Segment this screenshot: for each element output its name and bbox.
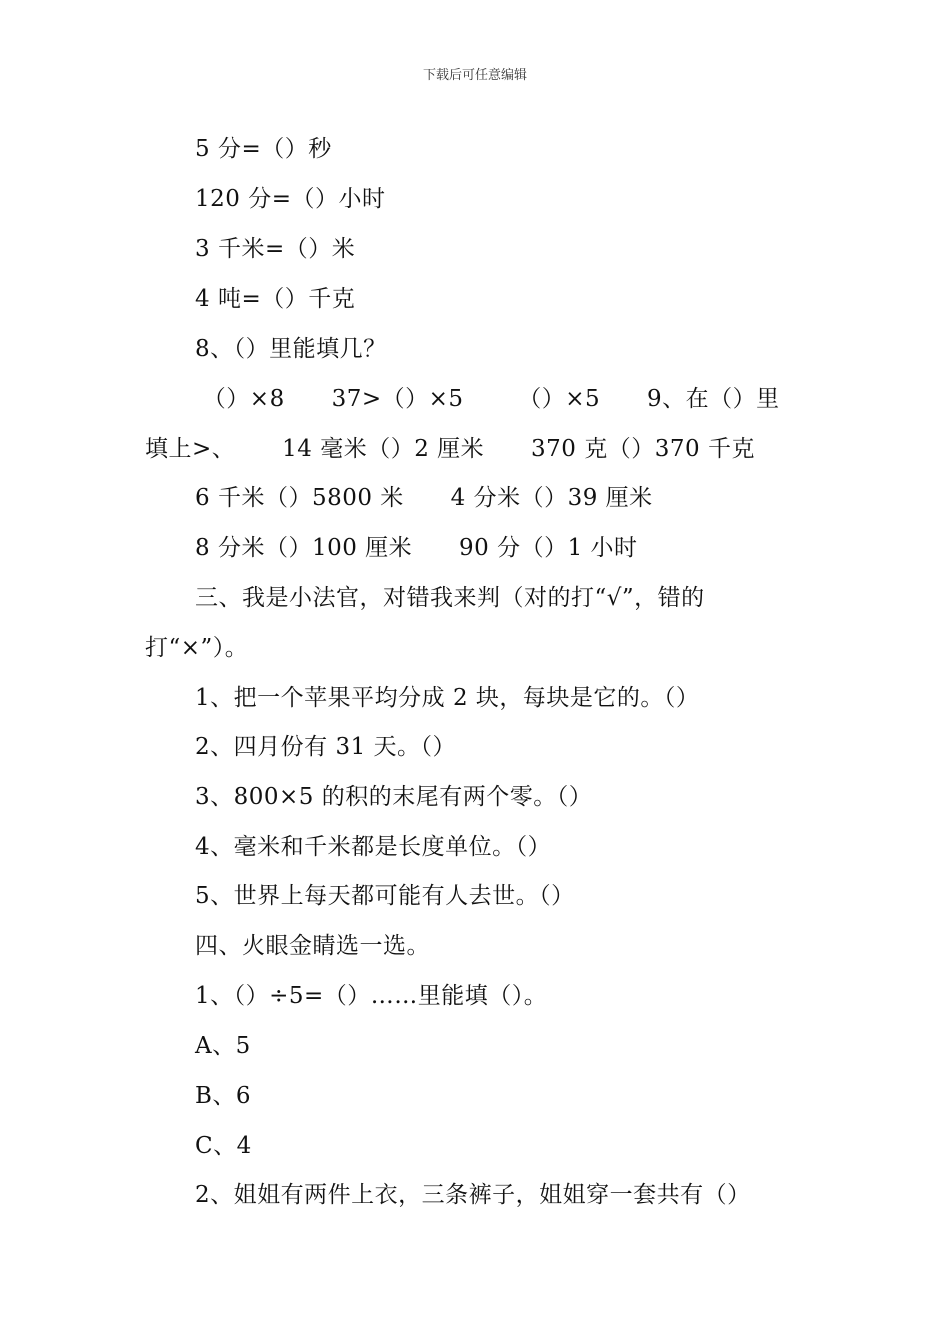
- question-line: 8 分米（）100 厘米 90 分（）1 小时: [195, 535, 638, 561]
- question-line: 3 千米=（）米: [195, 236, 356, 262]
- question-line: 120 分=（）小时: [195, 186, 386, 212]
- question-line: 2、姐姐有两件上衣，三条裤子，姐姐穿一套共有（）: [195, 1182, 751, 1208]
- section-heading: 四、火眼金睛选一选。: [195, 933, 430, 959]
- question-line: 4、毫米和千米都是长度单位。（）: [195, 834, 552, 860]
- question-line: 5、世界上每天都可能有人去世。（）: [195, 883, 575, 909]
- question-line: 4 吨=（）千克: [195, 286, 356, 312]
- question-line: （）×8 37>（）×5 （）×5 9、在（）里: [195, 386, 780, 412]
- question-line: 5 分=（）秒: [195, 136, 332, 162]
- question-line: 填上>、 14 毫米（）2 厘米 370 克（）370 千克: [145, 436, 755, 462]
- question-line: 6 千米（）5800 米 4 分米（）39 厘米: [195, 485, 653, 511]
- section-heading: 打“×”）。: [145, 635, 249, 661]
- answer-option: B、6: [195, 1083, 252, 1109]
- answer-option: C、4: [195, 1133, 252, 1159]
- page-header-note: 下载后可任意编辑: [422, 68, 527, 83]
- question-line: 2、四月份有 31 天。（）: [195, 734, 457, 760]
- question-line: 1、（）÷5=（）……里能填（）。: [195, 983, 548, 1009]
- section-heading: 三、我是小法官，对错我来判（对的打“√”，错的: [195, 585, 705, 611]
- question-line: 1、把一个苹果平均分成 2 块，每块是它的。（）: [195, 685, 700, 711]
- question-line: 3、800×5 的积的末尾有两个零。（）: [195, 784, 593, 810]
- question-line: 8、（）里能填几？: [195, 336, 387, 362]
- answer-option: A、5: [195, 1033, 251, 1059]
